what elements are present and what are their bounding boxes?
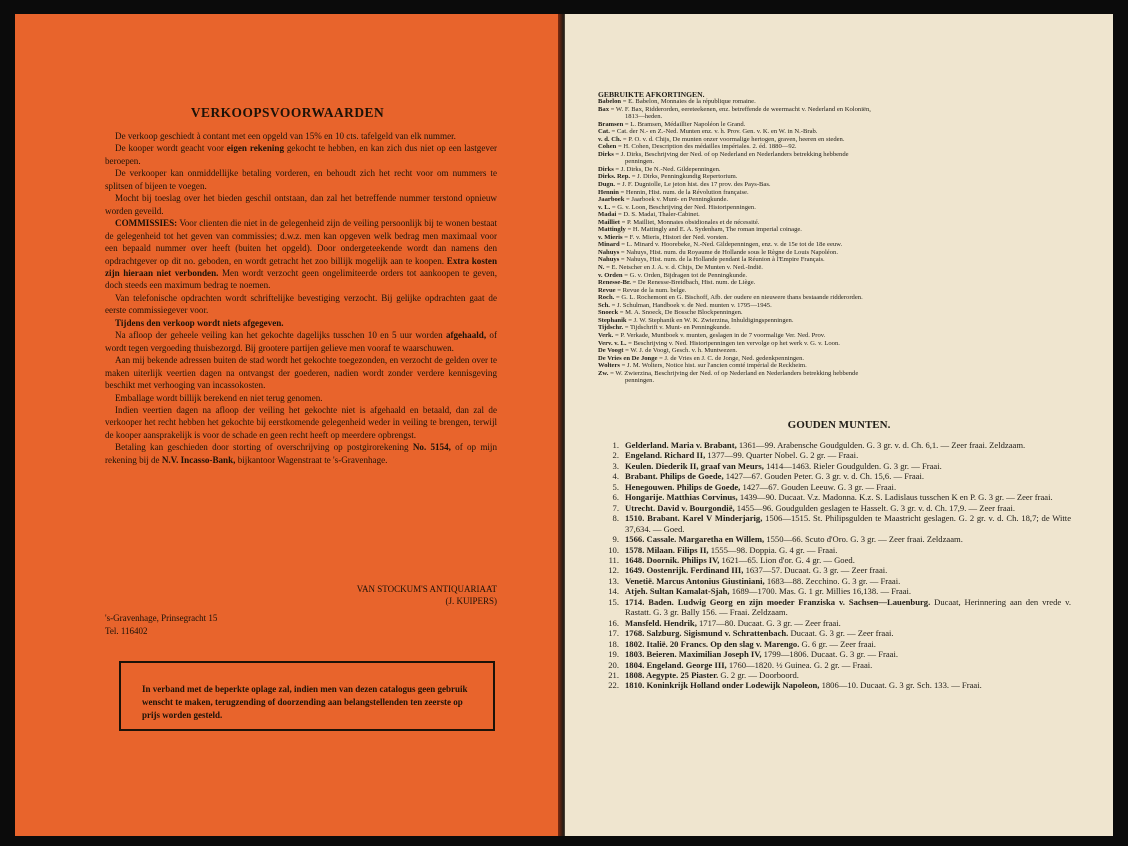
lot-details: G. 6 gr. — Zeer fraai.	[799, 638, 876, 649]
lot-details: 1361—99. Arabensche Goudgulden. G. 3 gr. v. d. Ch. 6,1. — Zeer fraai. Zeldzaam.	[736, 440, 1026, 450]
abbreviation-row: Cat. = Cat. der N.- en Z.-Ned. Munten enz. v. h. Prov. Gen. v. K. en W. in N.-Brab.	[598, 128, 818, 136]
abbreviation-value: W. Zwierzina, Beschrijving der Ned. of op Nederland en Nederlanders betrekking hebbende	[615, 369, 859, 377]
abbreviation-value: J. Dirks, Penningkundig Repertorium.	[637, 173, 738, 181]
conditions-paragraph	[105, 217, 497, 292]
abbreviation-row: Roch. = G. L. Rochemont en G. Bischoff, Afb. der oudere en nieuwere thans bestaande ridderorden.	[598, 294, 863, 302]
abbreviation-key: Dirks. Rep.	[598, 173, 631, 181]
coin-lot	[598, 461, 1071, 471]
abbreviation-value: F. v. Mieris, Histori der Ned. vorsten.	[629, 233, 729, 241]
abbreviation-key: Jaarboek	[598, 196, 625, 204]
lot-number: 11.	[608, 554, 619, 565]
abbreviation-row: Verk. = P. Verkade, Muntboek v. munten, geslagen in de 7 voormalige Ver. Ned. Prov.	[598, 331, 826, 339]
lot-number: 8.	[612, 513, 619, 524]
lot-description	[619, 482, 1071, 492]
conditions-text: Na afloop der geheele veiling kan het gekochte dagelijks tusschen 10 en 5 uur worden	[115, 330, 446, 341]
abbreviation-value: De Renesse-Breidbach, Hist. num. de Liège.	[637, 279, 756, 287]
lot-details: 1506—1515. St. Philipsgulden te Maastricht geslagen. G. 2 gr. v. d. Ch. 18,7; de Witte 37,634. — Goed.	[625, 513, 1072, 534]
conditions-text: Indien veertien dagen na afloop der veiling het gekochte niet is afgehaald en betaald, dan zal de verkooper het recht hebben het gekochte bij eerstkomende gelegenheid weder in veiling te brengen, terwijl de kooper aansprakelijk is voor de schade en geen recht heeft op meerdere opbrengst.	[105, 404, 497, 440]
lot-title: Gelderland. Maria v. Brabant,	[625, 440, 737, 450]
abbreviation-key: N.	[598, 264, 605, 272]
lot-title: 1808. Aegypte. 25 Piaster.	[625, 669, 719, 680]
lot-details: 1439—90. Ducaat. V.z. Madonna. K.z. S. Ladislaus tusschen K en P. G. 3 gr. — Zeer fraai.	[737, 492, 1053, 503]
conditions-paragraph	[105, 354, 497, 391]
lot-description	[619, 545, 1071, 555]
lot-title: 1804. Engeland. George III,	[625, 659, 727, 670]
conditions-paragraph	[105, 317, 497, 329]
abbreviation-value: H. Mattingly and E. A. Sydenham, The roman imperial coinage.	[632, 226, 802, 234]
lot-title: 1510. Brabant. Karel V Minderjarig,	[625, 513, 763, 524]
lot-description	[619, 618, 1071, 628]
abbreviation-key: Zw.	[598, 369, 609, 377]
abbreviation-key: v. Orden	[598, 271, 623, 279]
coin-lot	[598, 440, 1071, 450]
lot-description	[619, 565, 1071, 575]
coin-lot	[598, 503, 1071, 513]
coin-lot	[598, 545, 1071, 555]
conditions-text: COMMISSIES:	[115, 218, 178, 229]
abbreviation-value: L. Bramsen, Médaillier Napoléon le Grand.	[630, 120, 746, 128]
abbreviation-value: P. O. v. d. Chijs, De munten onzer voormalige hertogen, graven, heeren en steden.	[628, 135, 845, 143]
abbreviation-value: J. Dirks, De N.-Ned. Gildepenningen.	[620, 165, 721, 173]
lot-details: 1555—98. Doppia. G. 4 gr. — Fraai.	[708, 544, 838, 555]
lot-number: 13.	[608, 575, 619, 586]
lot-title: Venetië. Marcus Antonius Giustiniani,	[625, 575, 765, 586]
lot-number: 22.	[608, 680, 619, 691]
lot-description	[619, 597, 1071, 618]
lot-details: 1799—1806. Ducaat. G. 3 gr. — Fraai.	[761, 649, 899, 660]
coin-lot	[598, 628, 1071, 638]
coin-lot	[598, 555, 1071, 565]
abbreviation-row: Tijdschr. = Tijdschrift v. Munt- en Penningkunde.	[598, 324, 731, 332]
abbreviation-key: Nahuys	[598, 248, 620, 256]
abbreviation-row: Stephanik = J. W. Stephanik en W. K. Zwierzina, Inhuldigingspenningen.	[598, 316, 794, 324]
signature-person: (J. KUIPERS)	[445, 596, 497, 606]
lot-description	[619, 586, 1071, 596]
lot-number: 16.	[608, 617, 619, 628]
coins-heading: GOUDEN MUNTEN.	[787, 419, 891, 431]
abbreviation-value: W. F. Bax, Ridderorden, eereteekenen, enz. betreffende de weermacht v. Nederland en Koloniën,	[615, 105, 871, 113]
abbreviation-key: Mattingly	[598, 226, 626, 234]
lot-details: 1683—88. Zecchino. G. 3 gr. — Fraai.	[764, 575, 901, 586]
abbreviation-row: Babelon = E. Babelon, Monnaies de la république romaine.	[598, 98, 756, 105]
conditions-text: afgehaald,	[445, 330, 487, 341]
lot-title: 1566. Cassale. Margaretha en Willem,	[625, 534, 765, 545]
abbreviation-value: Tijdschrift v. Munt- en Penningkunde.	[630, 324, 731, 332]
abbreviation-row: De Vries en De Jonge = J. de Vries en J. C. de Jonge, Ned. gedenkpenningen.	[598, 354, 805, 362]
lot-title: 1810. Koninkrijk Holland onder Lodewijk Napoleon,	[625, 680, 820, 691]
lot-description	[619, 503, 1071, 513]
lot-details: 1427—67. Gouden Leeuw. G. 3 gr. — Fraai.	[740, 481, 897, 492]
conditions-paragraph	[105, 167, 497, 192]
abbreviation-value: J. de Vries en J. C. de Jonge, Ned. gedenkpenningen.	[664, 354, 805, 362]
abbreviation-key: Dugn.	[598, 181, 616, 189]
abbreviation-key: Wolters	[598, 362, 620, 370]
lot-details: 1760—1820. ½ Guinea. G. 2 gr. — Fraai.	[726, 659, 873, 670]
abbreviation-row: Cohen = H. Cohen, Description des médailles impériales. 2. éd. 1880—92.	[598, 143, 797, 151]
abbreviation-row: Dirks = J. Dirks, De N.-Ned. Gildepenningen.	[598, 165, 721, 173]
abbreviation-value: Nahuys, Hist. num. de la Hollande pendant la Réunion à l'Empire Français.	[626, 256, 825, 264]
lot-description	[619, 492, 1071, 502]
abbreviation-row: Verv. v. L. = Beschrijving v. Ned. Historipenningen ten vervolge op het werk v. G. v. Loon.	[598, 339, 840, 347]
lot-title: Keulen. Diederik II, graaf van Meurs,	[625, 460, 764, 471]
abbreviation-row: Madai = D. S. Madai, Thaler-Cabinet.	[598, 211, 700, 219]
abbreviation-row: Sch. = J. Schulman, Handboek v. de Ned. munten v. 1795—1945.	[598, 301, 772, 309]
lot-description	[619, 649, 1071, 659]
abbreviation-key: Dirks	[598, 165, 614, 173]
abbreviation-value: E. Babelon, Monnaies de la république romaine.	[628, 98, 756, 105]
abbreviation-key: Tijdschr.	[598, 324, 624, 332]
address	[105, 612, 217, 638]
coin-lot	[598, 513, 1071, 534]
coin-lot	[598, 586, 1071, 596]
abbreviation-continuation: 1813—heden.	[625, 113, 663, 121]
lot-number: 15.	[608, 596, 619, 607]
coins-list	[598, 440, 1071, 691]
conditions-text: Voor clienten die niet in de gelegenheid zijn de veiling persoonlijk bij te wonen bestaat de gelegenheid tot het geven van commissies; d.w.z. men kan opgeven welk bedrag men maximaal voor een bepaald nummer over heeft (buiten het opgeld). Door ondergeteekende wordt dan namens den opdrachtgever op dit no. geboden, en wordt getracht het zoo billijk mogelijk aan te koopen.	[105, 218, 497, 266]
lot-number: 14.	[608, 586, 619, 597]
lot-details: 1621—65. Lion d'or. G. 4 gr. — Goed.	[719, 554, 855, 565]
coin-lot	[598, 670, 1071, 680]
abbreviation-value: J. F. Dugniolle, Le jeton hist. des 17 prov. des Pays-Bas.	[622, 181, 771, 189]
abbreviation-row: Jaarboek = Jaarboek v. Munt- en Penningkunde.	[598, 196, 729, 204]
conditions-text: of wordt tegen vergoeding thuisbezorgd. Bij grootere partijen gelieve men vooraf te waarschuwen.	[105, 330, 497, 353]
lot-title: Brabant. Philips de Goede,	[625, 471, 724, 482]
coin-lot	[598, 450, 1071, 460]
abbreviation-continuation: penningen.	[625, 158, 655, 166]
abbreviation-key: Verk.	[598, 331, 614, 339]
lot-title: Hongarije. Matthias Corvinus,	[625, 492, 738, 503]
abbreviation-key: Hennin	[598, 188, 619, 196]
abbreviation-value: Hennin, Hist. num. de la Révolution française.	[625, 188, 749, 196]
lot-number: 4.	[612, 471, 619, 482]
lot-title: Engeland. Richard II,	[625, 450, 706, 461]
conditions-text: Mocht bij toeslag over het bieden geschil ontstaan, dan zal het betreffende nummer terstond opnieuw worden geveild.	[105, 193, 497, 216]
abbreviations-heading: GEBRUIKTE AFKORTINGEN.	[598, 90, 705, 99]
address-phone: Tel. 116402	[105, 626, 148, 637]
signature	[245, 583, 497, 607]
abbreviation-value: D. S. Madai, Thaler-Cabinet.	[623, 211, 700, 219]
lot-description	[619, 628, 1071, 638]
lot-details: G. 2 gr. — Doorboord.	[718, 669, 799, 680]
lot-title: Mansfeld. Hendrik,	[625, 617, 697, 628]
lot-description	[619, 534, 1071, 544]
abbreviation-row: v. Mieris = F. v. Mieris, Histori der Ned. vorsten.	[598, 233, 729, 241]
abbreviation-value: P. Mailliet, Monnaies obsidionales et de nécessité.	[627, 218, 760, 226]
coin-lot	[598, 597, 1071, 618]
lot-number: 6.	[612, 492, 619, 503]
coin-lot	[598, 649, 1071, 659]
lot-details: 1455—96. Goudgulden geslagen te Hasselt. G. 3 gr. v. d. Ch. 17,9. — Zeer fraai.	[734, 502, 1016, 513]
lot-title: 1648. Doornik. Philips IV,	[625, 554, 720, 565]
abbreviation-row: v. L. = G. v. Loon, Beschrijving der Ned. Historipenningen.	[598, 203, 756, 211]
lot-title: Atjeh. Sultan Kamalat-Sjah,	[625, 586, 730, 597]
lot-number: 17.	[608, 628, 619, 639]
coin-lot	[598, 534, 1071, 544]
lot-details: 1689—1700. Mas. G. 1 gr. Millies 16,138. — Fraai.	[729, 586, 911, 597]
abbreviations-list	[598, 98, 1066, 385]
abbreviation-row: Mattingly = H. Mattingly and E. A. Sydenham, The roman imperial coinage.	[598, 226, 802, 234]
abbreviation-continuation: penningen.	[625, 377, 655, 385]
coin-lot	[598, 660, 1071, 670]
abbreviation-row: Renesse-Br. = De Renesse-Breidbach, Hist. num. de Liège.	[598, 279, 756, 287]
abbreviation-key: Revue	[598, 286, 616, 294]
abbreviation-row: Zw. = W. Zwierzina, Beschrijving der Ned. of op Nederland en Nederlanders betrekking hebbende	[598, 369, 859, 377]
abbreviation-value: Cat. der N.- en Z.-Ned. Munten enz. v. h. Prov. Gen. v. K. en W. in N.-Brab.	[616, 128, 818, 136]
abbreviation-value: Nahuys, Hist. num. du Royaume de Hollande sous le Règne de Louis Napoléon.	[626, 248, 838, 256]
conditions-text: Emballage wordt billijk berekend en niet terug genomen.	[115, 392, 323, 403]
lot-description	[619, 471, 1071, 481]
abbreviation-key: Mailliet	[598, 218, 620, 226]
conditions-text: Aan mij bekende adressen buiten de stad wordt het gekochte toegezonden, en verzocht de gelden over te maken uiterlijk veertien dagen na ontvangst der goederen, nadien wordt zonder verdere kennisgeving beschikt met verhooging van incassokosten.	[105, 355, 497, 391]
conditions-text: Extra kosten zijn hieraan niet verbonden.	[105, 255, 498, 278]
lot-details: 1377—99. Quarter Nobel. G. 2 gr. — Fraai.	[705, 450, 859, 461]
lot-details: 1717—80. Ducaat. G. 3 gr. — Zeer fraai.	[696, 617, 841, 628]
lot-number: 7.	[612, 502, 619, 513]
coin-lot	[598, 471, 1071, 481]
lot-number: 21.	[608, 669, 619, 680]
lot-details: Ducaat. G. 3 gr. — Zeer fraai.	[788, 628, 894, 639]
signature-name: VAN STOCKUM'S ANTIQUARIAAT	[356, 584, 497, 594]
abbreviation-value: J. W. Stephanik en W. K. Zwierzina, Inhuldigingspenningen.	[633, 316, 794, 324]
lot-title: 1578. Milaan. Filips II,	[625, 544, 709, 555]
abbreviation-row: Dugn. = J. F. Dugniolle, Le jeton hist. des 17 prov. des Pays-Bas.	[598, 181, 771, 189]
abbreviation-key: Stephanik	[598, 316, 627, 324]
abbreviation-row: Dirks. Rep. = J. Dirks, Penningkundig Repertorium.	[598, 173, 738, 181]
abbreviation-key: De Voogt	[598, 347, 624, 355]
lot-title: 1649. Oostenrijk. Ferdinand III,	[625, 565, 744, 576]
abbreviation-value: W. J. de Voogt, Gesch. v. h. Muntwezen.	[630, 347, 738, 355]
conditions-text: eigen rekening	[226, 143, 285, 154]
abbreviation-key: Renesse-Br.	[598, 279, 631, 287]
lot-description	[619, 450, 1071, 460]
lot-number: 2.	[612, 450, 619, 461]
conditions-text: De verkooper kan onmiddellijke betaling vorderen, en behoudt zich het recht voor om nummers te splitsen of bijeen te voegen.	[105, 168, 497, 191]
coin-lot	[598, 639, 1071, 649]
abbreviation-key: Bax	[598, 105, 609, 113]
conditions-body	[105, 130, 497, 466]
abbreviation-row: De Voogt = W. J. de Voogt, Gesch. v. h. Muntwezen.	[598, 347, 738, 355]
conditions-paragraph	[105, 329, 497, 354]
conditions-text: bijkantoor Wagenstraat te 's-Gravenhage.	[235, 454, 388, 465]
abbreviation-key: v. L.	[598, 203, 611, 211]
lot-number: 18.	[608, 638, 619, 649]
lot-details: 1550—66. Scuto d'Oro. G. 3 gr. — Zeer fraai. Zeldzaam.	[764, 534, 963, 545]
coin-lot	[598, 492, 1071, 502]
address-street: 's-Gravenhage, Prinsegracht 15	[105, 613, 218, 623]
abbreviation-key: Sch.	[598, 301, 610, 309]
abbreviation-key: Babelon	[598, 98, 622, 105]
lot-details: 1637—57. Ducaat. G. 3 gr. — Zeer fraai.	[743, 565, 888, 576]
conditions-text: Men wordt verzocht geen ongelimiteerde orders tot aankoopen te geven, doch steeds een maximum bedrag te noemen.	[105, 267, 497, 291]
lot-title: 1802. Italië. 20 Francs. Op den slag v. Marengo.	[625, 638, 800, 649]
left-page	[15, 14, 560, 836]
conditions-paragraph	[105, 292, 497, 317]
abbreviation-row: v. d. Ch. = P. O. v. d. Chijs, De munten onzer voormalige hertogen, graven, heeren en steden.	[598, 135, 845, 143]
abbreviation-key: v. Mieris	[598, 233, 623, 241]
conditions-text: Van telefonische opdrachten wordt schriftelijke bevestiging verzocht. Bij gelijke opdrachten gaat de eerste commissiegever voor.	[105, 292, 497, 316]
abbreviation-value: M. A. Snoeck, De Bossche Blockpenningen.	[625, 309, 743, 317]
abbreviation-value: Revue de la num. belge.	[622, 286, 687, 294]
abbreviation-value: E. Netscher en J. A. v. d. Chijs, De Munten v. Ned.-Indië.	[611, 264, 763, 272]
abbreviation-value: P. Verkade, Muntboek v. munten, geslagen in de 7 voormalige Ver. Ned. Prov.	[620, 331, 826, 339]
lot-description	[619, 660, 1071, 670]
lot-description	[619, 461, 1071, 471]
lot-title: 1714. Baden. Ludwig Georg en zijn moeder Franziska v. Sachsen—Lauenburg.	[625, 596, 931, 607]
lot-description	[619, 639, 1071, 649]
abbreviation-row: Bramsen = L. Bramsen, Médaillier Napoléon le Grand.	[598, 120, 746, 128]
abbreviation-key: Dirks	[598, 150, 614, 158]
conditions-paragraph	[105, 441, 497, 466]
conditions-text: of op mijn rekening bij de	[105, 442, 497, 465]
abbreviation-value: L. Minard v. Hoorebeke, N.-Ned. Gildepenningen, enz. v. de 15e tot de 18e eeuw.	[626, 241, 843, 249]
lot-number: 1.	[612, 440, 619, 450]
lot-number: 3.	[612, 460, 619, 471]
abbreviation-row: Mailliet = P. Mailliet, Monnaies obsidionales et de nécessité.	[598, 218, 760, 226]
lot-description	[619, 680, 1071, 690]
coin-lot	[598, 576, 1071, 586]
conditions-title: VERKOOPSVOORWAARDEN	[190, 105, 385, 120]
right-page	[565, 14, 1113, 836]
abbreviation-key: De Vries en De Jonge	[598, 354, 658, 362]
lot-number: 10.	[608, 544, 619, 555]
conditions-text: De verkoop geschiedt à contant met een opgeld van 15% en 10 cts. tafelgeld van elk nummer.	[115, 131, 456, 141]
lot-description	[619, 576, 1071, 586]
lot-title: Henegouwen. Philips de Goede,	[625, 481, 741, 492]
abbreviation-value: G. v. Loon, Beschrijving der Ned. Historipenningen.	[617, 203, 756, 211]
abbreviation-row: Revue = Revue de la num. belge.	[598, 286, 687, 294]
lot-details: 1427—67. Gouden Peter. G. 3 gr. v. d. Ch. 15,6. — Fraai.	[723, 471, 925, 482]
lot-description	[619, 440, 1071, 450]
conditions-paragraph	[105, 130, 497, 142]
lot-number: 5.	[612, 481, 619, 492]
abbreviation-row: Nahuys = Nahuys, Hist. num. du Royaume de Hollande sous le Règne de Louis Napoléon.	[598, 248, 838, 256]
abbreviation-row: Bax = W. F. Bax, Ridderorden, eereteekenen, enz. betreffende de weermacht v. Nederland en Koloniën,	[598, 105, 871, 113]
lot-title: 1803. Beieren. Maximilian Joseph IV,	[625, 649, 762, 660]
abbreviation-value: J. M. Wolters, Notice hist. sur l'ancien comté impérial de Reckheim.	[627, 362, 807, 370]
abbreviation-key: Cat.	[598, 128, 610, 136]
abbreviation-key: Cohen	[598, 143, 617, 151]
conditions-text: N.V. Incasso-Bank,	[161, 454, 236, 465]
abbreviation-key: Snoeck	[598, 309, 619, 317]
abbreviation-row: Wolters = J. M. Wolters, Notice hist. sur l'ancien comté impérial de Reckheim.	[598, 362, 807, 370]
lot-details: Ducaat, Herinnering aan den vrede v. Rastatt. G. 3 gr. Bally 156. — Fraai. Zeldzaam.	[625, 596, 1071, 618]
abbreviation-key: Madai	[598, 211, 617, 219]
lot-description	[619, 670, 1071, 680]
lot-number: 12.	[608, 565, 619, 576]
abbreviation-row: Hennin = Hennin, Hist. num. de la Révolution française.	[598, 188, 749, 196]
lot-title: Utrecht. David v. Bourgondië,	[625, 502, 735, 513]
conditions-text: Tijdens den verkoop wordt niets afgegeven.	[115, 317, 284, 328]
lot-details: 1414—1463. Rieler Goudgulden. G. 3 gr. — Fraai.	[763, 460, 942, 471]
abbreviation-row: v. Orden = G. v. Orden, Bijdragen tot de Penningkunde.	[598, 271, 748, 279]
abbreviation-key: Roch.	[598, 294, 615, 302]
conditions-text: De kooper wordt geacht voor	[115, 143, 227, 154]
lot-details: 1806—10. Ducaat. G. 3 gr. Sch. 133. — Fraai.	[819, 680, 982, 691]
abbreviation-row: Nahuys = Nahuys, Hist. num. de la Hollande pendant la Réunion à l'Empire Français.	[598, 256, 825, 264]
lot-number: 20.	[608, 659, 619, 670]
coin-lot	[598, 680, 1071, 690]
abbreviation-value: J. Dirks, Beschrijving der Ned. of op Nederland en Nederlanders betrekking hebbende	[620, 150, 849, 158]
conditions-paragraph	[105, 404, 497, 441]
abbreviation-key: Minard	[598, 241, 620, 249]
notice-box: In verband met de beperkte oplage zal, indien men van dezen catalogus geen gebruik wenscht te maken, terugzending of doorzending aan belangstellenden ten zeerste op prijs worden gesteld.	[119, 661, 495, 731]
conditions-paragraph	[105, 192, 497, 217]
abbreviation-value: G. L. Rochemont en G. Bischoff, Afb. der oudere en nieuwere thans bestaande ridderorden.	[621, 294, 863, 302]
lot-description	[619, 555, 1071, 565]
abbreviation-value: Jaarboek v. Munt- en Penningkunde.	[631, 196, 729, 204]
conditions-text: Betaling kan geschieden door storting of overschrijving op postgirorekening	[115, 442, 413, 453]
abbreviation-row: N. = E. Netscher en J. A. v. d. Chijs, De Munten v. Ned.-Indië.	[598, 264, 763, 272]
conditions-paragraph	[105, 142, 497, 167]
lot-title: 1768. Salzburg. Sigismund v. Schrattenbach.	[625, 628, 789, 639]
lot-number: 19.	[608, 649, 619, 660]
lot-description	[619, 513, 1071, 534]
abbreviation-value: H. Cohen, Description des médailles impériales. 2. éd. 1880—92.	[623, 143, 797, 151]
abbreviation-value: J. Schulman, Handboek v. de Ned. munten v. 1795—1945.	[616, 301, 772, 309]
abbreviation-value: G. v. Orden, Bijdragen tot de Penningkunde.	[629, 271, 748, 279]
coin-lot	[598, 618, 1071, 628]
coin-lot	[598, 482, 1071, 492]
abbreviation-key: Bramsen	[598, 120, 624, 128]
lot-number: 9.	[612, 534, 619, 545]
abbreviation-row: Dirks = J. Dirks, Beschrijving der Ned. of op Nederland en Nederlanders betrekking hebbende	[598, 150, 849, 158]
conditions-paragraph	[105, 392, 497, 404]
abbreviation-key: Verv. v. L.	[598, 339, 627, 347]
conditions-text: No. 5154,	[412, 442, 451, 453]
abbreviation-key: Nahuys	[598, 256, 620, 264]
abbreviation-row: Minard = L. Minard v. Hoorebeke, N.-Ned. Gildepenningen, enz. v. de 15e tot de 18e eeuw.	[598, 241, 843, 249]
conditions-text: gekocht te hebben, en kan zich dus niet op een lastgever beroepen.	[105, 143, 498, 166]
abbreviation-value: Beschrijving v. Ned. Historipenningen ten vervolge op het werk v. G. v. Loon.	[633, 339, 840, 347]
abbreviation-key: v. d. Ch.	[598, 135, 622, 143]
abbreviation-row: Snoeck = M. A. Snoeck, De Bossche Blockpenningen.	[598, 309, 743, 317]
coin-lot	[598, 565, 1071, 575]
